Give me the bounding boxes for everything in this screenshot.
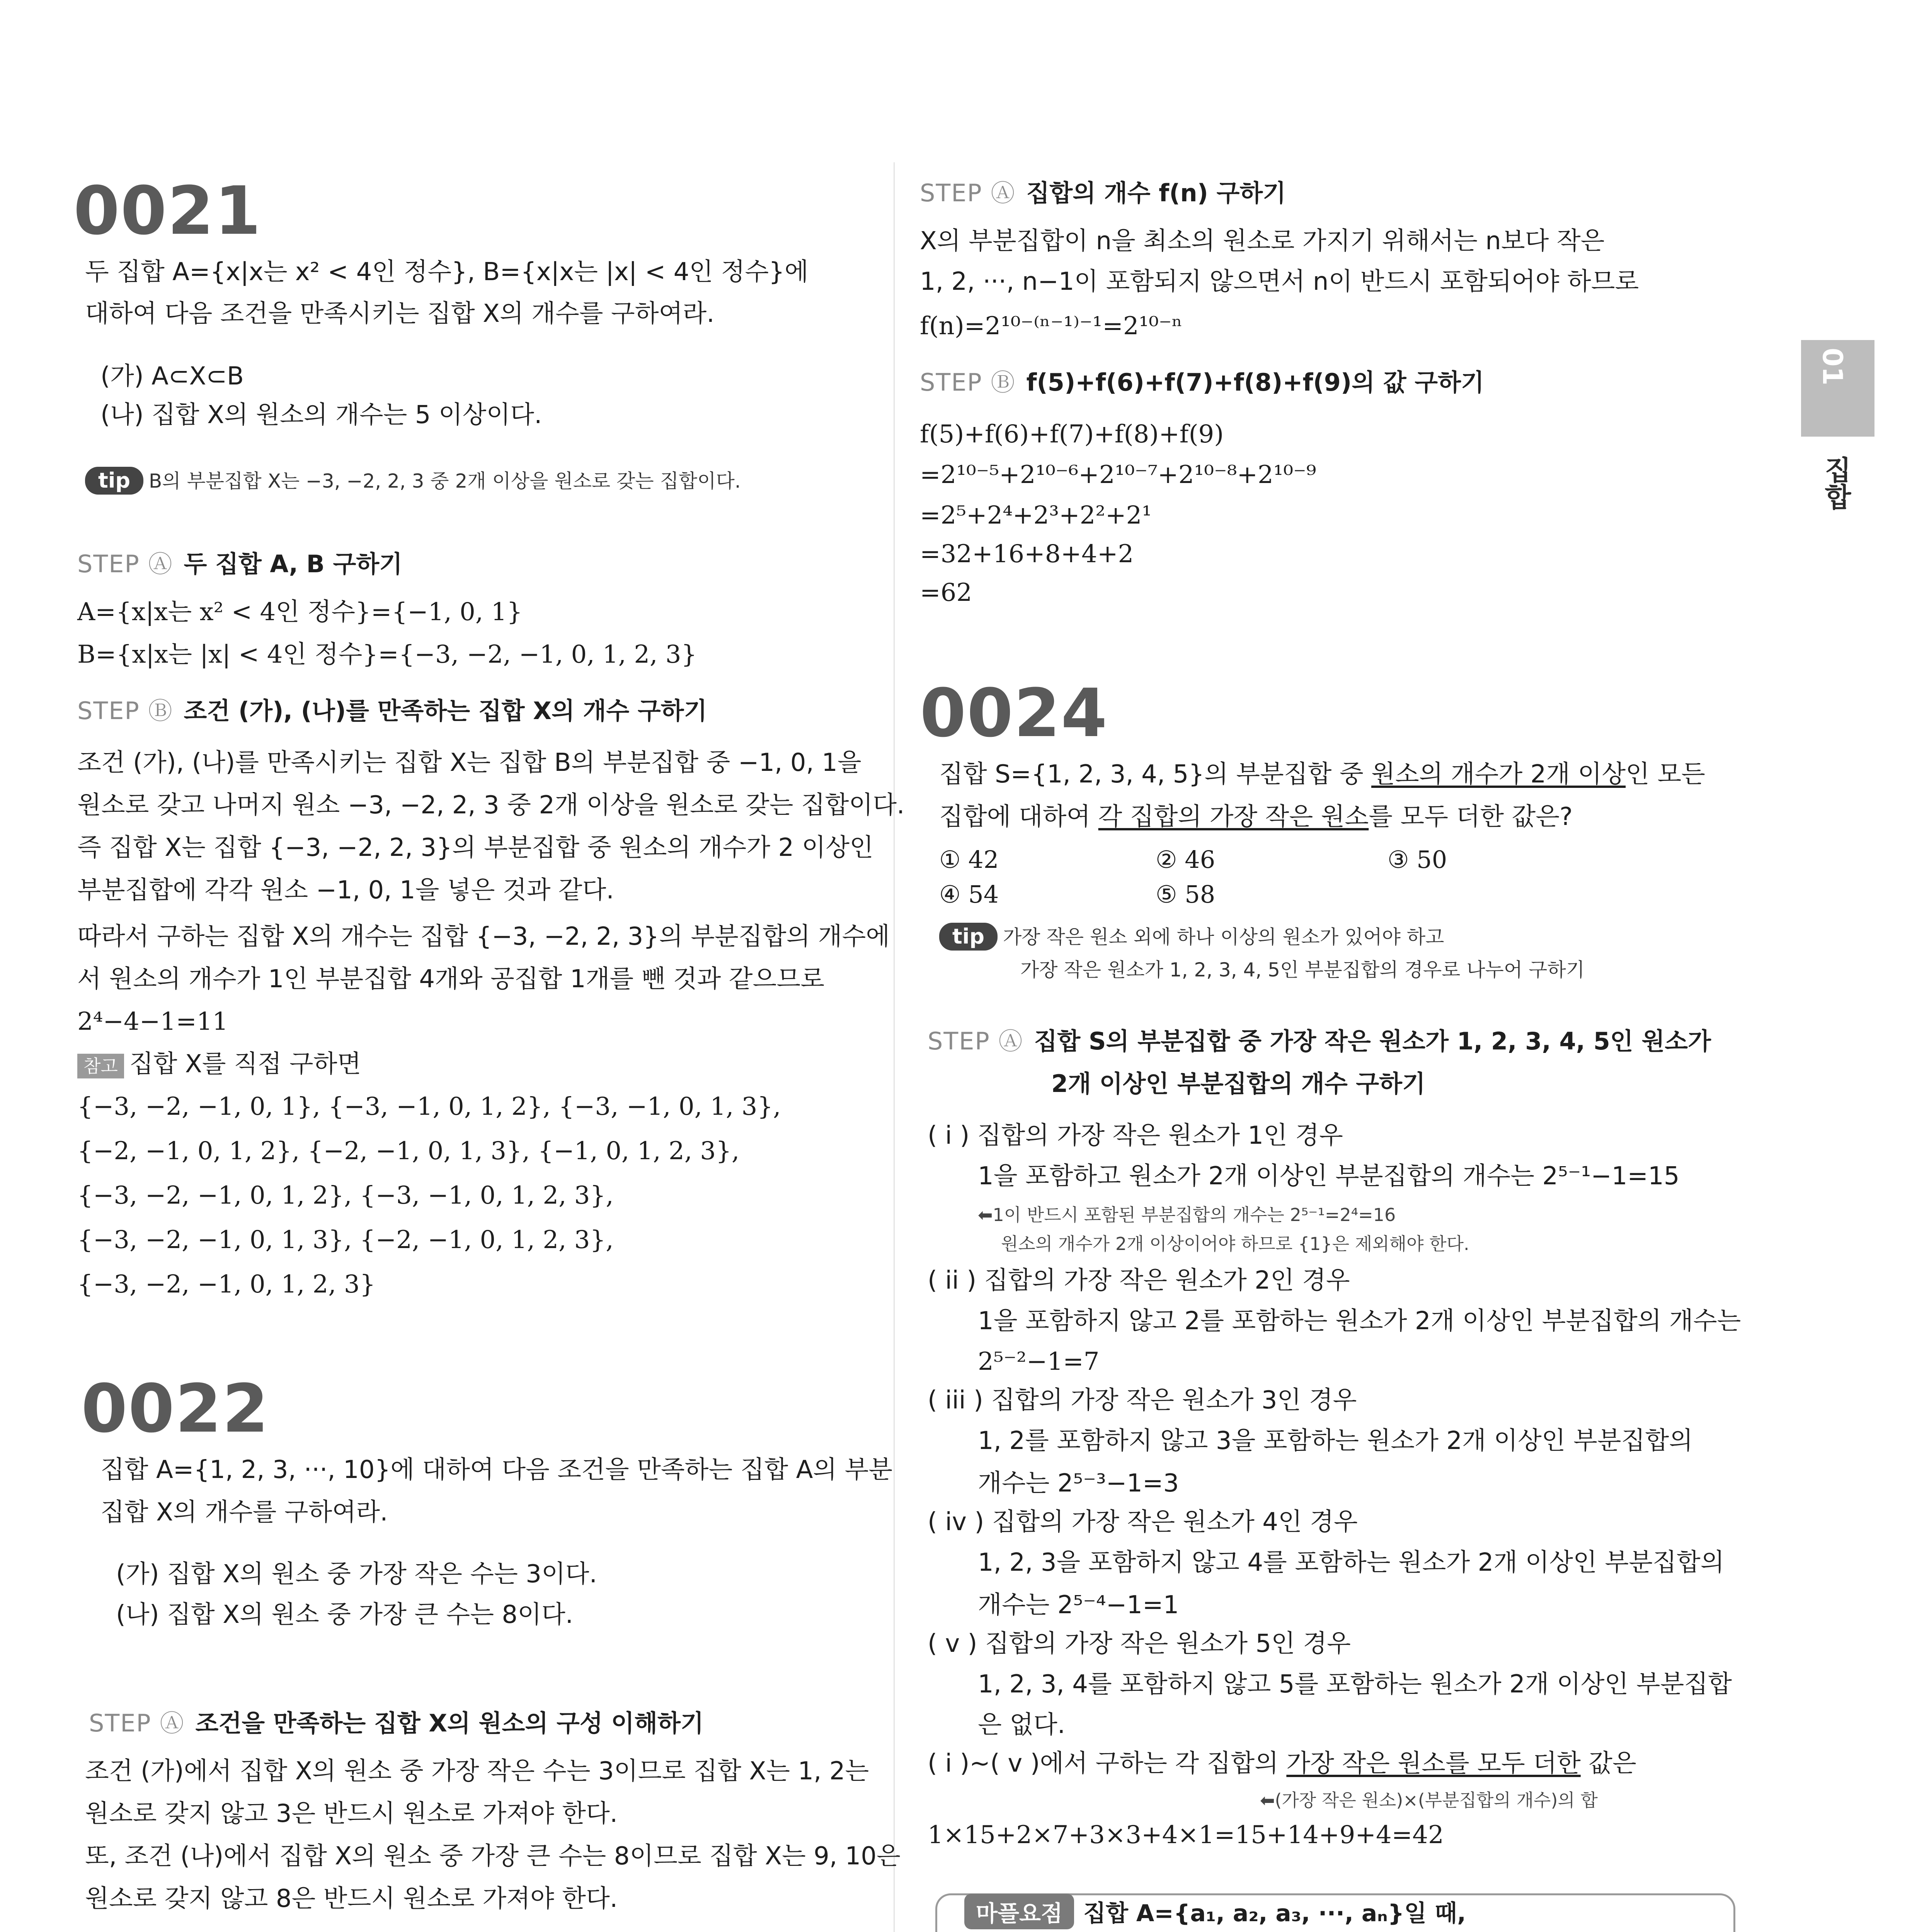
problem-0022-question: 집합 X의 개수를 구하여라. [100, 1498, 388, 1527]
step-a-heading: STEP Ⓐ 집합의 개수 f(n) 구하기 [920, 179, 1286, 207]
solution-line: f(5)+f(6)+f(7)+f(8)+f(9) [920, 420, 1224, 449]
solution-line: 조건 (가)에서 집합 X의 원소 중 가장 작은 수는 3이므로 집합 X는 1, 2는 [85, 1757, 869, 1786]
case-heading: ( ii ) 집합의 가장 작은 원소가 2인 경우 [928, 1266, 1350, 1295]
solution-line: 또, 조건 (나)에서 집합 X의 원소 중 가장 큰 수는 8이므로 집합 X는 9, 10은 [85, 1842, 901, 1871]
step-a-heading: STEP Ⓐ 집합 S의 부분집합 중 가장 작은 원소가 1, 2, 3, 4, 5인 원소가 [928, 1027, 1711, 1055]
solution-line: =2¹⁰⁻⁵+2¹⁰⁻⁶+2¹⁰⁻⁷+2¹⁰⁻⁸+2¹⁰⁻⁹ [920, 461, 1316, 489]
solution-line: 1, 2, ···, n−1이 포함되지 않으면서 n이 반드시 포함되어야 하므로 [920, 267, 1639, 296]
tip-badge: tip [939, 923, 998, 951]
solution-line: 부분집합에 각각 원소 −1, 0, 1을 넣은 것과 같다. [77, 876, 614, 905]
problem-0024-tip: tip 가장 작은 원소 외에 하나 이상의 원소가 있어야 하고 [939, 922, 1444, 952]
side-note: 원소의 개수가 2개 이상이어야 하므로 {1}은 제외해야 한다. [1001, 1233, 1469, 1254]
solution-line: B={x|x는 |x| < 4인 정수}={−3, −2, −1, 0, 1, 2, 3} [77, 640, 697, 669]
case-heading: ( v ) 집합의 가장 작은 원소가 5인 경우 [928, 1629, 1351, 1658]
solution-line: 원소로 갖고 나머지 원소 −3, −2, 2, 3 중 2개 이상을 원소로 갖는 집합이다. [77, 791, 905, 820]
solution-line: 따라서 구하는 집합 X의 개수는 집합 {−3, −2, 2, 3}의 부분집합의 개수에 [77, 922, 890, 951]
problem-number-0024: 0024 [920, 674, 1108, 752]
reference-line: {−2, −1, 0, 1, 2}, {−2, −1, 0, 1, 3}, {−1, 0, 1, 2, 3}, [77, 1137, 740, 1165]
problem-0021-question: 대하여 다음 조건을 만족시키는 집합 X의 개수를 구하여라. [85, 299, 715, 328]
step-a-heading-line2: 2개 이상인 부분집합의 개수 구하기 [1051, 1070, 1425, 1098]
problem-0021-condition: (나) 집합 X의 원소의 개수는 5 이상이다. [100, 401, 542, 429]
problem-0021-condition: (가) A⊂X⊂B [100, 362, 244, 391]
solution-line: 개수는 2⁵⁻³−1=3 [978, 1469, 1179, 1498]
summary-line: ( i )~( v )에서 구하는 각 집합의 가장 작은 원소를 모두 더한 값은 [928, 1749, 1636, 1778]
problem-number-0022: 0022 [81, 1370, 269, 1447]
step-b-heading: STEP Ⓑ 조건 (가), (나)를 만족하는 집합 X의 개수 구하기 [77, 697, 707, 725]
solution-line: 1을 포함하지 않고 2를 포함하는 원소가 2개 이상인 부분집합의 개수는 [978, 1307, 1741, 1335]
solution-line: 1, 2, 3, 4를 포함하지 않고 5를 포함하는 원소가 2개 이상인 부분집합 [978, 1670, 1732, 1699]
step-a-heading: STEP Ⓐ 두 집합 A, B 구하기 [77, 550, 403, 578]
reference-line: {−3, −2, −1, 0, 1}, {−3, −1, 0, 1, 2}, {−3, −1, 0, 1, 3}, [77, 1092, 781, 1121]
case-heading: ( iii ) 집합의 가장 작은 원소가 3인 경우 [928, 1386, 1357, 1415]
problem-0022-condition: (나) 집합 X의 원소 중 가장 큰 수는 8이다. [116, 1600, 574, 1629]
problem-0022-condition: (가) 집합 X의 원소 중 가장 작은 수는 3이다. [116, 1560, 597, 1588]
problem-0024-question: 집합 S={1, 2, 3, 4, 5}의 부분집합 중 원소의 개수가 2개 이상인 모든 [939, 760, 1705, 789]
solution-line: 조건 (가), (나)를 만족시키는 집합 X는 집합 B의 부분집합 중 −1, 0, 1을 [77, 748, 861, 777]
side-note: ⬅(가장 작은 원소)×(부분집합의 개수)의 합 [1260, 1790, 1598, 1811]
step-b-heading: STEP Ⓑ f(5)+f(6)+f(7)+f(8)+f(9)의 값 구하기 [920, 368, 1484, 396]
reference-note: 참고 집합 X를 직접 구하면 [77, 1047, 361, 1081]
reference-line: {−3, −2, −1, 0, 1, 3}, {−2, −1, 0, 1, 2, 3}, [77, 1226, 614, 1254]
solution-line: 은 없다. [978, 1711, 1066, 1739]
solution-line: =2⁵+2⁴+2³+2²+2¹ [920, 501, 1152, 530]
solution-line: =32+16+8+4+2 [920, 540, 1134, 568]
solution-line: 1, 2를 포함하지 않고 3을 포함하는 원소가 2개 이상인 부분집합의 [978, 1427, 1693, 1455]
key-point-box [935, 1893, 1735, 1932]
column-divider [894, 162, 895, 1932]
solution-line: 2⁵⁻²−1=7 [978, 1347, 1100, 1376]
choice-3[interactable]: ③ 50 [1388, 845, 1447, 874]
solution-line: 개수는 2⁵⁻⁴−1=1 [978, 1591, 1179, 1619]
problem-0021-tip [85, 466, 741, 497]
solution-line: 1, 2, 3을 포함하지 않고 4를 포함하는 원소가 2개 이상인 부분집합의 [978, 1548, 1725, 1577]
solution-line: X의 부분집합이 n을 최소의 원소로 가지기 위해서는 n보다 작은 [920, 227, 1605, 255]
case-heading: ( i ) 집합의 가장 작은 원소가 1인 경우 [928, 1121, 1343, 1150]
problem-0021-question: 두 집합 A={x|x는 x² < 4인 정수}, B={x|x는 |x| < 4인 정수}에 [85, 258, 809, 286]
key-point-header [964, 1894, 1466, 1929]
solution-line: =62 [920, 578, 972, 607]
choice-4[interactable]: ④ 54 [939, 880, 999, 908]
key-point-title: 집합 A={a₁, a₂, a₃, ···, aₙ}일 때, [1083, 1900, 1466, 1927]
solution-line: 즉 집합 X는 집합 {−3, −2, 2, 3}의 부분집합 중 원소의 개수가 2 이상인 [77, 833, 873, 862]
solution-line: 2⁴−4−1=11 [77, 1007, 228, 1036]
choice-2[interactable]: ② 46 [1156, 845, 1216, 874]
reference-badge: 참고 [77, 1054, 124, 1078]
reference-line: {−3, −2, −1, 0, 1, 2}, {−3, −1, 0, 1, 2, 3}, [77, 1181, 614, 1210]
problem-0024-question: 집합에 대하여 각 집합의 가장 작은 원소를 모두 더한 값은? [939, 803, 1573, 831]
case-heading: ( iv ) 집합의 가장 작은 원소가 4인 경우 [928, 1508, 1358, 1536]
problem-number-0021: 0021 [73, 172, 262, 250]
solution-line: 원소로 갖지 않고 8은 반드시 원소로 가져야 한다. [85, 1884, 618, 1913]
solution-line: A={x|x는 x² < 4인 정수}={−1, 0, 1} [77, 598, 523, 626]
problem-0024-choices [939, 842, 1604, 912]
solution-line: 원소로 갖지 않고 3은 반드시 원소로 가져야 한다. [85, 1799, 618, 1828]
solution-line: f(n)=2¹⁰⁻⁽ⁿ⁻¹⁾⁻¹=2¹⁰⁻ⁿ [920, 312, 1183, 340]
solution-line: 서 원소의 개수가 1인 부분집합 4개와 공집합 1개를 뺀 것과 같으므로 [77, 965, 825, 993]
choice-1[interactable]: ① 42 [939, 845, 999, 874]
key-point-badge: 마플요점 [964, 1894, 1074, 1929]
problem-0022-question: 집합 A={1, 2, 3, ···, 10}에 대하여 다음 조건을 만족하는 집합 A의 부분 [100, 1456, 893, 1484]
side-note: ⬅1이 반드시 포함된 부분집합의 개수는 2⁵⁻¹=2⁴=16 [978, 1204, 1396, 1225]
step-a-heading: STEP Ⓐ 조건을 만족하는 집합 X의 원소의 구성 이해하기 [89, 1709, 704, 1737]
tip-text: B의 부분집합 X는 −3, −2, 2, 3 중 2개 이상을 원소로 갖는 집합이다. [148, 470, 741, 492]
summary-equation: 1×15+2×7+3×3+4×1=15+14+9+4=42 [928, 1821, 1444, 1849]
tip-badge: tip [85, 467, 143, 495]
problem-0024-tip: 가장 작은 원소가 1, 2, 3, 4, 5인 부분집합의 경우로 나누어 구하기 [1020, 959, 1585, 981]
solution-line: 1을 포함하고 원소가 2개 이상인 부분집합의 개수는 2⁵⁻¹−1=15 [978, 1162, 1680, 1190]
reference-line: {−3, −2, −1, 0, 1, 2, 3} [77, 1270, 376, 1299]
choice-5[interactable]: ⑤ 58 [1156, 880, 1216, 908]
chapter-title: 집합 [1820, 456, 1852, 510]
chapter-number: 01 [1817, 348, 1848, 386]
